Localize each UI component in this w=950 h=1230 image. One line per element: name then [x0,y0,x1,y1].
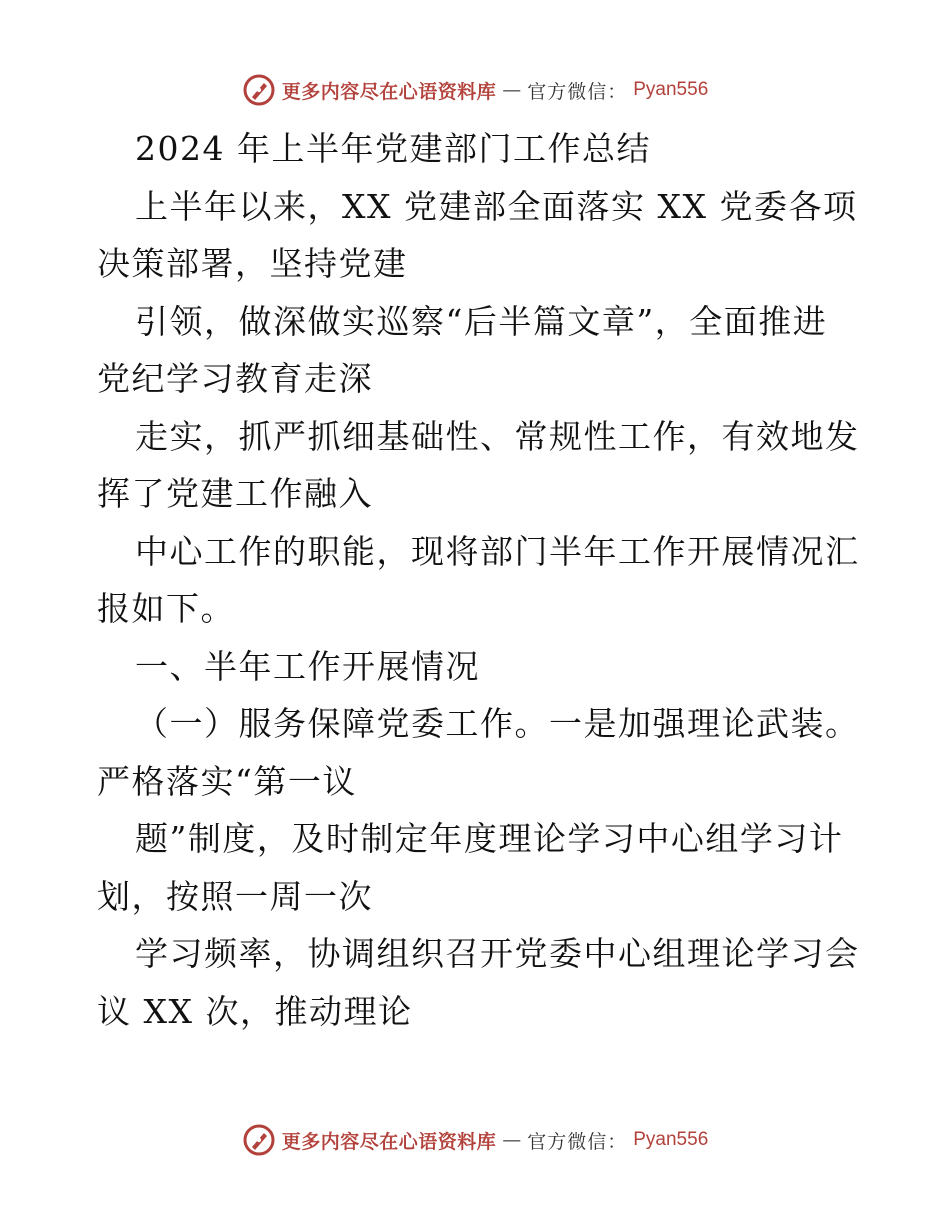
watermark-wechat-id: Pyan556 [633,1129,709,1150]
paragraph-line: 议 XX 次，推动理论 [97,991,413,1031]
document-title: 2024 年上半年党建部门工作总结 [135,129,651,168]
section-heading: 一、半年工作开展情况 [135,646,480,686]
paragraph-line: 题”制度，及时制定年度理论学习中心组学习计 [135,819,844,858]
paragraph-line: 决策部署，坚持党建 [97,244,408,283]
header-watermark [0,70,950,110]
paragraph-line: 引领，做深做实巡察“后半篇文章”，全面推进 [135,301,828,341]
paragraph-line: （一）服务保障党委工作。一是加强理论武装。 [135,704,860,743]
paragraph-line: 中心工作的职能，现将部门半年工作开展情况汇 [135,531,860,571]
paragraph-line: 学习频率，协调组织召开党委中心组理论学习会 [135,934,860,973]
watermark-official-label: 官方微信： [527,1130,628,1153]
pen-nib-circle-icon [242,1123,276,1157]
watermark-text: 更多内容尽在心语资料库 [281,1130,497,1153]
watermark-text: 更多内容尽在心语资料库 [281,80,497,103]
document-body [97,120,860,1040]
paragraph-line: 报如下。 [97,589,235,628]
paragraph-line: 上半年以来，XX 党建部全面落实 XX 党委各项 [135,186,858,226]
paragraph-line: 走实，抓严抓细基础性、常规性工作，有效地发 [135,416,860,456]
watermark-wechat-id: Pyan556 [633,79,709,100]
paragraph-line: 严格落实“第一议 [97,761,357,801]
watermark-dash: — [502,79,522,101]
pen-nib-circle-icon [242,73,276,107]
paragraph-line: 党纪学习教育走深 [97,359,373,398]
paragraph-line: 划，按照一周一次 [97,876,373,916]
paragraph-line: 挥了党建工作融入 [97,474,373,513]
watermark-dash: — [502,1129,522,1151]
watermark-official-label: 官方微信： [527,80,628,103]
footer-watermark [0,1120,950,1160]
